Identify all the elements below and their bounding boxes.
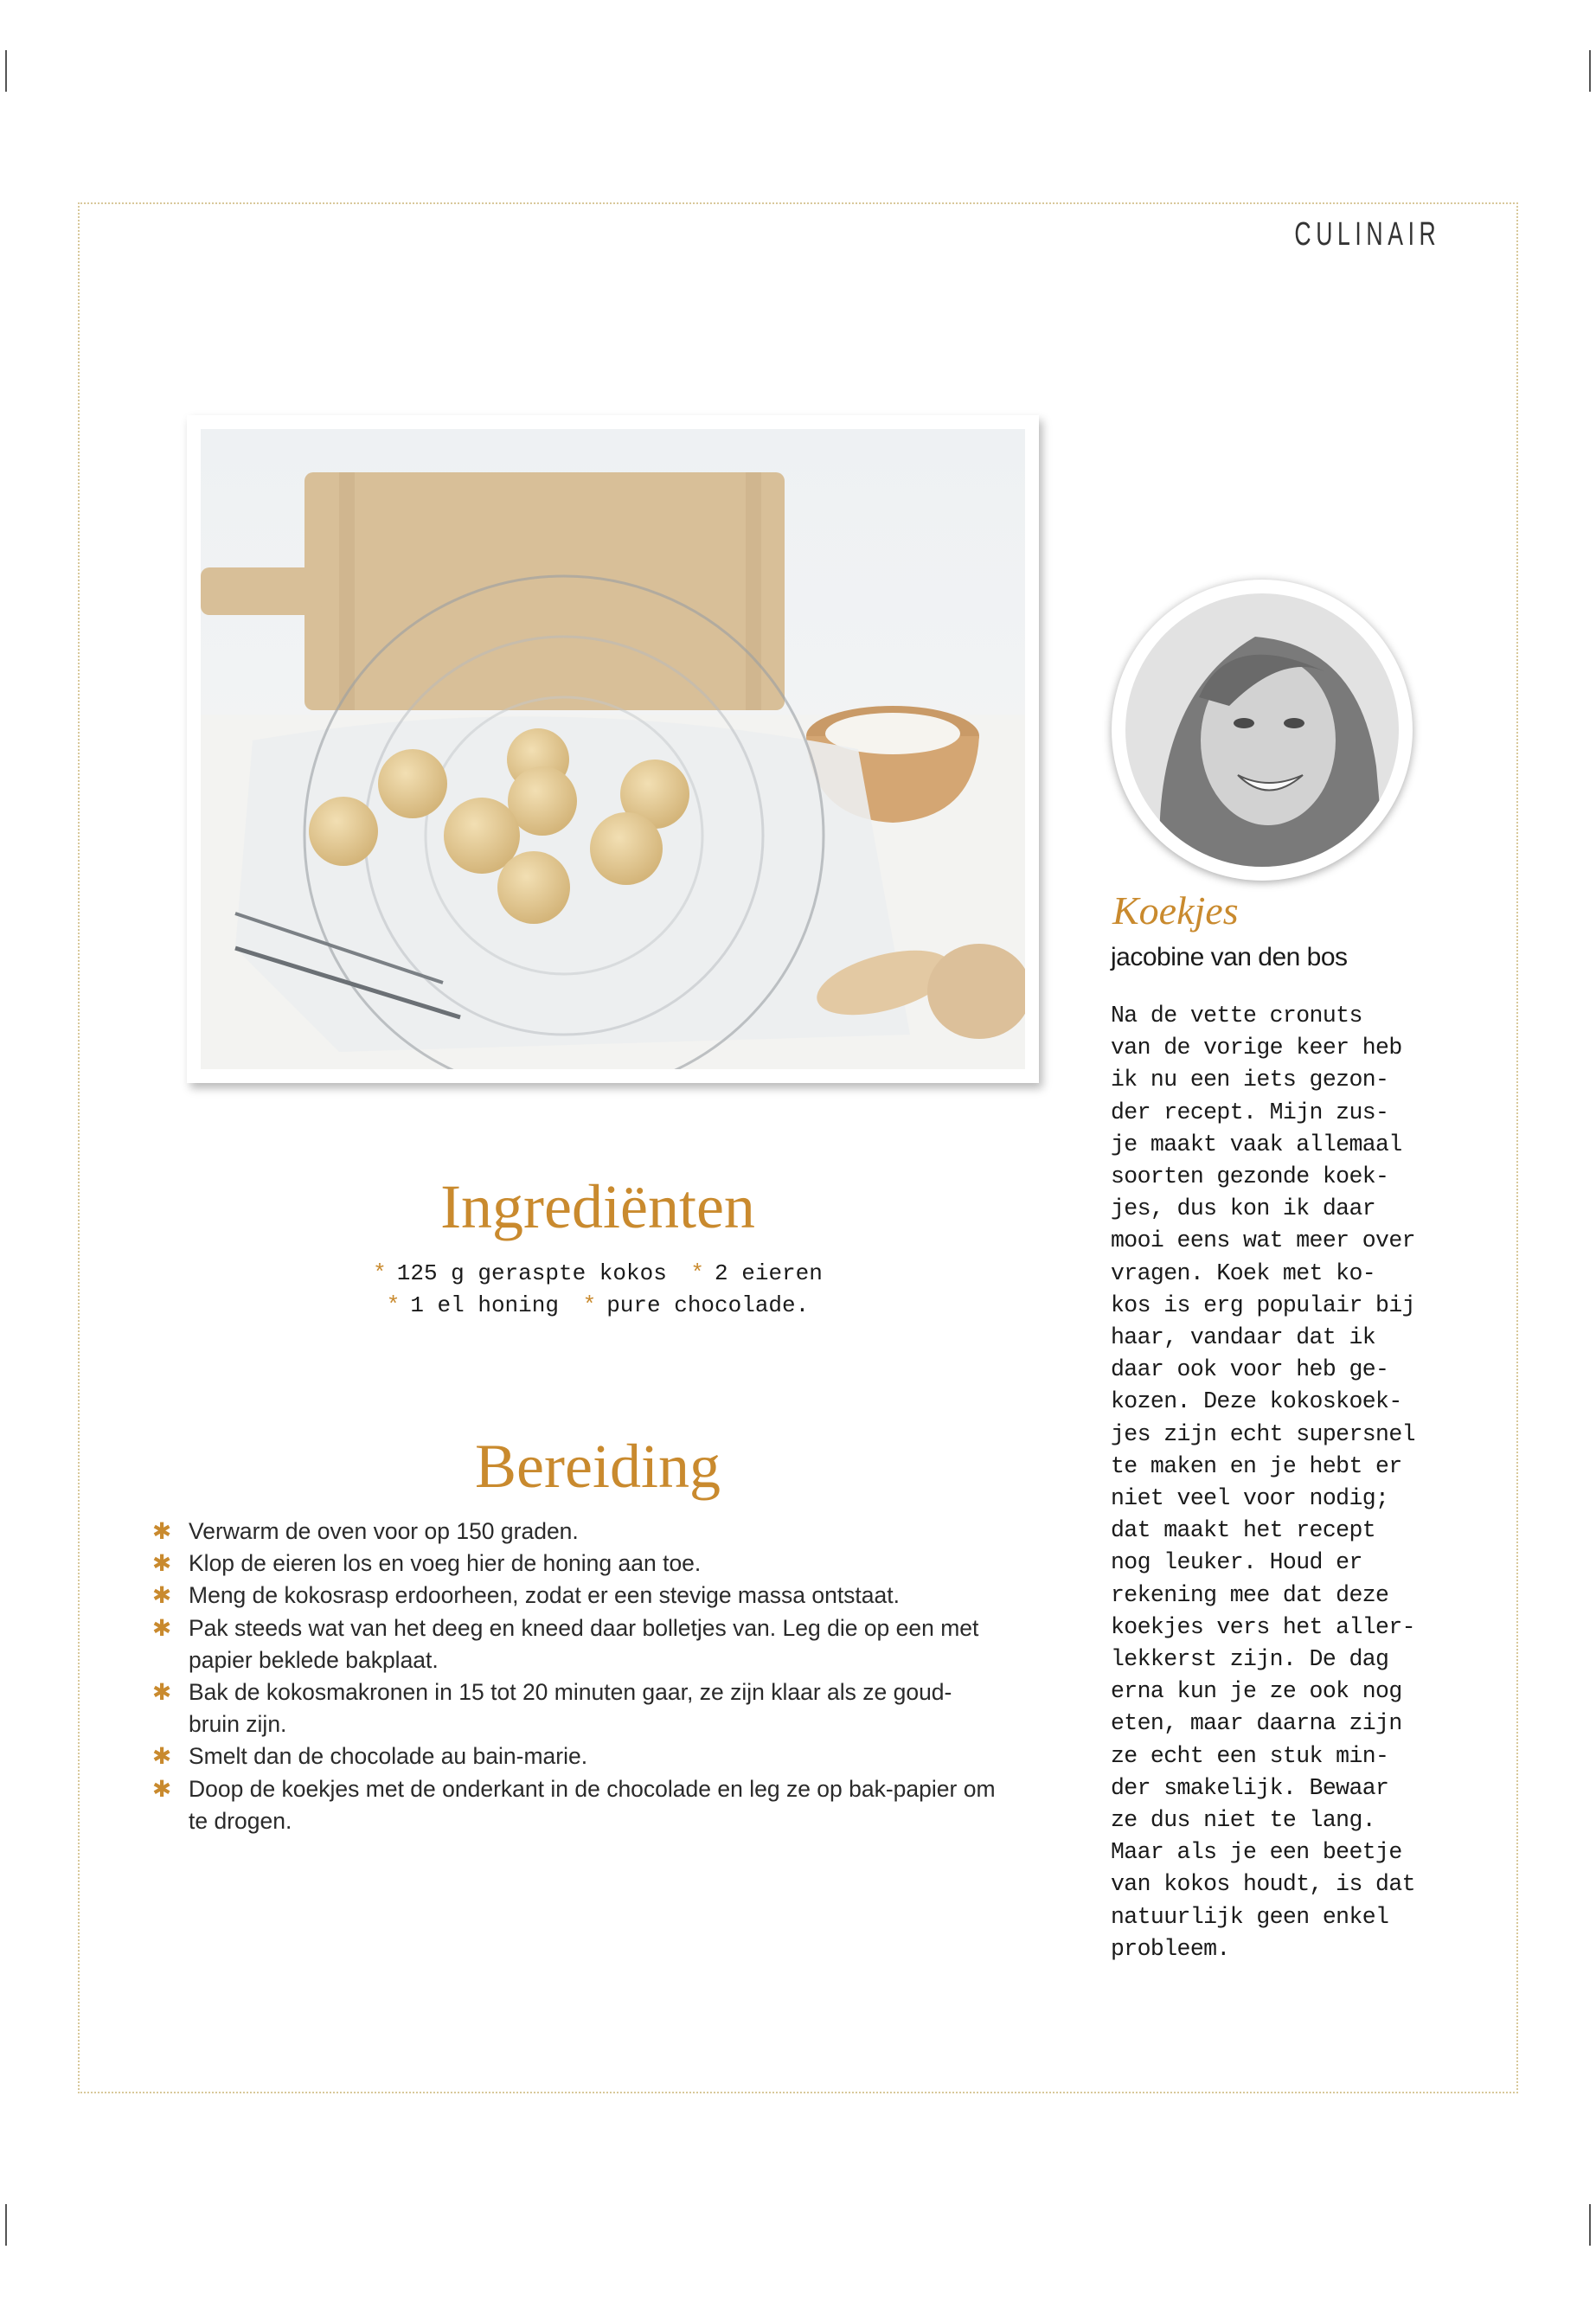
author-portrait: [1112, 580, 1413, 881]
article-title: Koekjes: [1112, 888, 1239, 933]
preparation-step: [152, 1773, 1000, 1837]
author-photo: [1125, 593, 1399, 867]
ingredient-item: 1 el honing: [410, 1292, 559, 1318]
step-text: Klop de eieren los en voeg hier de honing aan toe.: [189, 1550, 702, 1577]
recipe-photo: [187, 415, 1039, 1083]
step-text: Meng de kokosrasp erdoorheen, zodat er een stevige massa ontstaat.: [189, 1582, 900, 1609]
author-name: jacobine van den bos: [1111, 943, 1348, 971]
asterisk-icon: ✱: [152, 1614, 172, 1641]
asterisk-icon: *: [386, 1292, 401, 1318]
asterisk-icon: ✱: [152, 1775, 172, 1802]
ingredient-item: 2 eieren: [715, 1260, 823, 1286]
preparation-step: [152, 1580, 1000, 1612]
step-text: Bak de kokosmakronen in 15 tot 20 minuten gaar, ze zijn klaar als ze goud-bruin zijn.: [189, 1679, 952, 1738]
step-text: Doop de koekjes met de onderkant in de chocolade en leg ze op bak-papier om te drogen.: [189, 1775, 996, 1834]
ingredient-item: 125 g geraspte kokos: [396, 1260, 667, 1286]
section-label: CULINAIR: [1294, 216, 1440, 253]
ingredient-item: pure chocolade.: [606, 1292, 810, 1318]
ingredients-heading: Ingrediënten: [440, 1172, 755, 1241]
preparation-steps: [152, 1516, 1000, 1837]
asterisk-icon: ✱: [152, 1518, 172, 1544]
preparation-step: [152, 1612, 1000, 1676]
asterisk-icon: ✱: [152, 1743, 172, 1770]
preparation-step: [152, 1516, 1000, 1548]
asterisk-icon: *: [373, 1260, 387, 1286]
asterisk-icon: *: [582, 1292, 597, 1318]
crop-mark-top-right: [1589, 50, 1591, 92]
preparation-heading: Bereiding: [475, 1432, 721, 1501]
preparation-step: [152, 1676, 1000, 1740]
asterisk-icon: ✱: [152, 1679, 172, 1706]
step-text: Smelt dan de chocolade au bain-marie.: [189, 1743, 588, 1770]
asterisk-icon: ✱: [152, 1582, 172, 1609]
asterisk-icon: *: [690, 1260, 705, 1286]
preparation-step: [152, 1548, 1000, 1580]
intro-text: Na de vette cronuts van de vorige keer heb ik nu een iets gezon- der recept. Mijn zus- je maakt vaak allemaal soorten gezonde koek- jes, dus kon ik daar mooi eens wat meer over vragen. Koek met ko- kos is erg populair bij haar, vandaar dat ik daar ook voor heb ge- kozen. Deze kokoskoek- jes zijn echt supersnel te maken en je hebt er niet veel voor nodig; dat maakt het recept nog leuker. Houd er rekening mee dat deze koekjes vers het aller- lekkerst zijn. De dag erna kun je ze ook nog eten, maar daarna zijn ze echt een stuk min- der smakelijk. Bewaar ze dus niet te lang. Maar als je een beetje van kokos houdt, is dat natuurlijk geen enkel probleem.: [1111, 1003, 1415, 1962]
step-text: Pak steeds wat van het deeg en kneed daar bolletjes van. Leg die op een met papier beklede bakplaat.: [189, 1614, 979, 1673]
crop-mark-top-left: [5, 50, 7, 92]
coconut-balls-photo: [201, 429, 1025, 1069]
asterisk-icon: ✱: [152, 1550, 172, 1577]
step-text: Verwarm de oven voor op 150 graden.: [189, 1518, 579, 1544]
preparation-step: [152, 1740, 1000, 1772]
crop-mark-bottom-right: [1589, 2204, 1591, 2246]
crop-mark-bottom-left: [5, 2204, 7, 2246]
ingredients-list: [187, 1258, 1009, 1322]
